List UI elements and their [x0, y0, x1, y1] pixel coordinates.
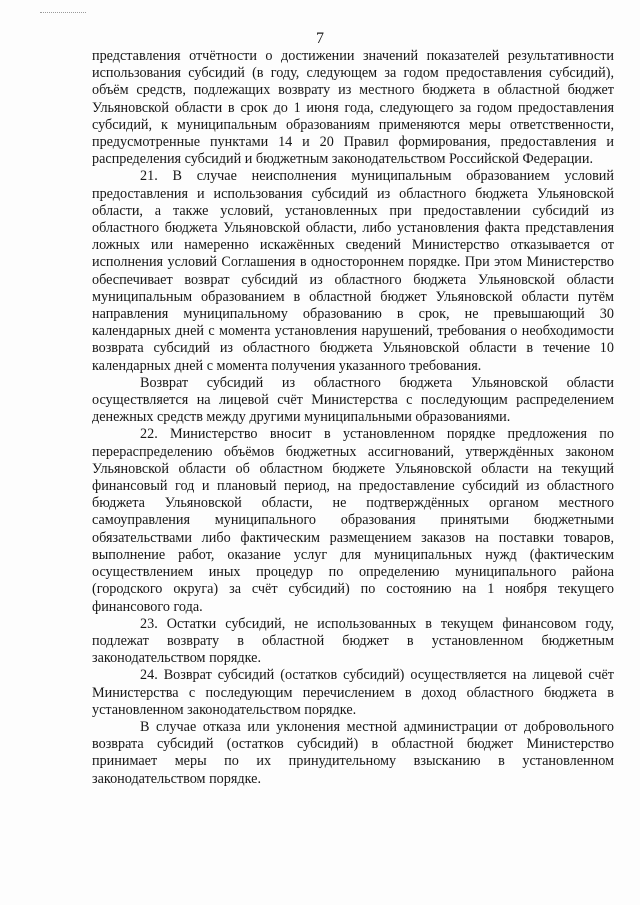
paragraph-24: 24. Возврат субсидий (остатков субсидий) осуществляется на лицевой счёт Министерства с последующим перечислением в доход областного бюджета в установленном законодательством порядке. — [92, 667, 614, 718]
document-body — [92, 48, 614, 788]
paragraph-24-enforcement: В случае отказа или уклонения местной администрации от добровольного возврата субсидий (остатков субсидий) в областной бюджет Министерство принимает меры по их принудительному взысканию в установленном законодательством порядке. — [92, 718, 614, 787]
paragraph-21-refund: Возврат субсидий из областного бюджета Ульяновской области осуществляется на лицевой счёт Министерства с последующим распределением денежных средств между другими муниципальными образованиями. — [92, 374, 614, 426]
paragraph-23: 23. Остатки субсидий, не использованных в текущем финансовом году, подлежат возврату в областной бюджет в установленном бюджетным законодательством порядке. — [92, 615, 614, 667]
paragraph-22: 22. Министерство вносит в установленном порядке предложения по перераспределению объёмов бюджетных ассигнований, утверждённых законом Ульяновской области об областном бюджете Ульяновской области на текущий финансовый год и плановый период, на предоставление субсидий из областного бюджета Ульяновской области, не подтверждённых органом местного самоуправления муниципального образования принятыми бюджетными обязательствами либо фактическим размещением заказов на поставки товаров, выполнение работ, оказание услуг для муниципальных нужд (фактическим осуществлением иных процедур по определению муниципального района (городского округа) за счёт субсидий) по состоянию на 1 ноября текущего финансового года. — [92, 426, 614, 615]
scan-artifact-line — [40, 12, 86, 13]
paragraph-continuation: представления отчётности о достижении значений показателей результативности использования субсидий (в году, следующем за годом предоставления субсидий), объём средств, подлежащих возврату из местного бюджета в областной бюджет Ульяновской области в срок до 1 июня года, следующего за годом предоставления субсидий, к муниципальным образованиям применяются меры ответственности, предусмотренные пунктами 14 и 20 Правил формирования, предоставления и распределения субсидий и бюджетным законодательством Российской Федерации. — [92, 48, 614, 168]
paragraph-21: 21. В случае неисполнения муниципальным образованием условий предоставления и использования субсидий из областного бюджета Ульяновской области, а также условий, установленных при предоставлении субсидий из областного бюджета Ульяновской области, либо установления факта представления ложных или намеренно искажённых сведений Министерство отказывается от исполнения условий Соглашения в одностороннем порядке. При этом Министерство обеспечивает возврат субсидий из областного бюджета Ульяновской области муниципальным образованием в областной бюджет Ульяновской области путём направления муниципальному образованию в срок, не превышающий 30 календарных дней с момента установления нарушений, требования о необходимости возврата субсидий из областного бюджета Ульяновской области в течение 10 календарных дней с момента получения указанного требования. — [92, 168, 614, 374]
page-number: 7 — [316, 30, 324, 47]
